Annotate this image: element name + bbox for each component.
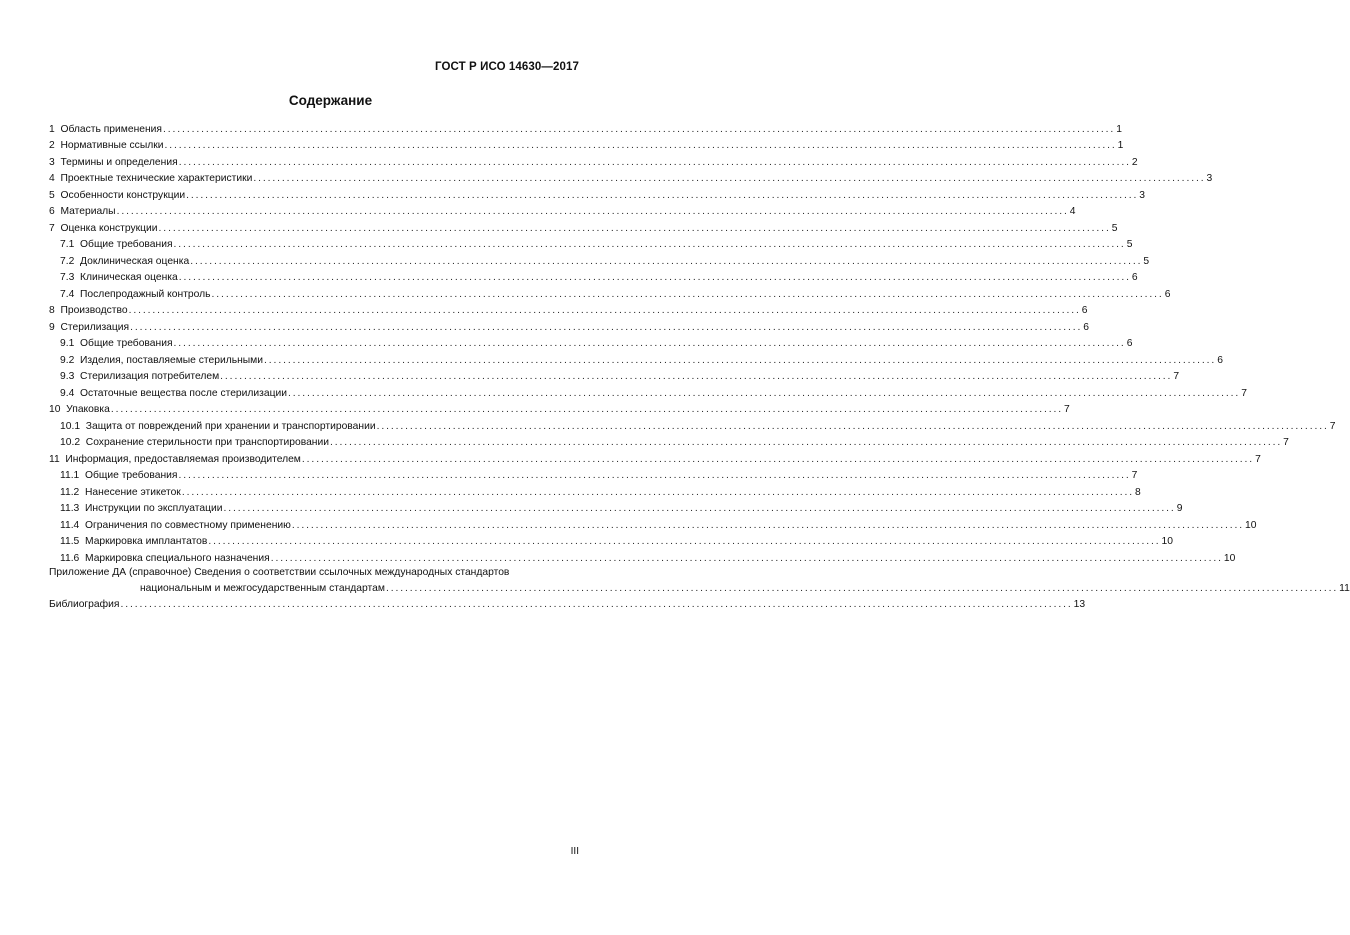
dot-leader: ........................................................................................................................................................................................................: [178, 156, 1131, 168]
toc-entry-label: 6 Материалы: [49, 206, 116, 217]
table-of-contents: [49, 119, 1350, 611]
toc-entry-page: 3: [1206, 173, 1213, 184]
dot-leader: ........................................................................................................................................................................................................: [116, 206, 1069, 217]
toc-entry-page: 10: [1161, 536, 1174, 547]
toc-entry-label: 11.6 Маркировка специального назначения: [60, 552, 270, 564]
toc-entry-label: 8 Производство: [49, 305, 128, 316]
toc-entry-label: 4 Проектные технические характеристики: [49, 173, 253, 184]
dot-leader: ........................................................................................................................................................................................................: [178, 272, 1131, 283]
toc-entry[interactable]: [49, 466, 1138, 483]
toc-entry[interactable]: [49, 218, 1118, 235]
toc-entry[interactable]: [49, 136, 1124, 153]
toc-entry[interactable]: [49, 433, 1289, 450]
dot-leader: ........................................................................................................................................................................................................: [211, 288, 1164, 300]
toc-entry[interactable]: [49, 152, 1138, 169]
toc-entry-label: 10.2 Сохранение стерильности при транспортировании: [60, 437, 329, 448]
toc-entry-label: 2 Нормативные ссылки: [49, 140, 164, 151]
toc-entry[interactable]: [49, 268, 1138, 285]
toc-entry-page: 10: [1223, 552, 1236, 564]
toc-entry[interactable]: [49, 334, 1133, 351]
toc-entry[interactable]: [49, 548, 1236, 565]
toc-entry-page: 9: [1176, 503, 1183, 514]
toc-entry[interactable]: [49, 416, 1336, 433]
toc-entry-label: 7.1 Общие требования: [60, 239, 173, 250]
toc-entry[interactable]: [49, 367, 1180, 384]
dot-leader: ........................................................................................................................................................................................................: [329, 437, 1283, 448]
dot-leader: ........................................................................................................................................................................................................: [158, 222, 1111, 234]
toc-entry-page: 6: [1164, 288, 1171, 300]
toc-entry[interactable]: [49, 185, 1146, 202]
document-header: ГОСТ Р ИСО 14630—2017: [434, 61, 579, 73]
dot-leader: ........................................................................................................................................................................................................: [223, 503, 1176, 514]
toc-entry[interactable]: [49, 482, 1141, 499]
toc-entry-page: 3: [1139, 189, 1146, 201]
toc-entry-page: 5: [1111, 222, 1118, 234]
toc-entry[interactable]: [49, 251, 1150, 268]
dot-leader: ........................................................................................................................................................................................................: [376, 420, 1329, 432]
dot-leader: ........................................................................................................................................................................................................: [110, 404, 1064, 415]
toc-entry-page: 6: [1217, 354, 1223, 366]
toc-entry[interactable]: [49, 499, 1183, 516]
toc-entry[interactable]: [49, 235, 1133, 252]
toc-entry-page: 7: [1255, 453, 1261, 465]
toc-entry-appendix[interactable]: [49, 566, 1350, 595]
toc-entry-page: 7: [1173, 371, 1180, 382]
toc-entry[interactable]: [49, 301, 1088, 318]
toc-entry-label: 9.3 Стерилизация потребителем: [60, 371, 220, 382]
toc-entry-label: 9.4 Остаточные вещества после стерилизации: [60, 387, 288, 399]
toc-entry-page: 5: [1143, 255, 1150, 267]
toc-entry[interactable]: [49, 532, 1174, 549]
toc-entry[interactable]: [49, 515, 1257, 532]
dot-leader: ........................................................................................................................................................................................................: [220, 371, 1173, 382]
toc-entry-page: 6: [1083, 321, 1090, 333]
toc-entry[interactable]: [49, 350, 1223, 367]
toc-entry-page: 1: [1116, 123, 1122, 135]
toc-entry-page: 7: [1283, 437, 1289, 448]
dot-leader: ........................................................................................................................................................................................................: [164, 140, 1117, 151]
dot-leader: ........................................................................................................................................................................................................: [181, 486, 1134, 498]
dot-leader: ........................................................................................................................................................................................................: [253, 173, 1206, 184]
toc-entry[interactable]: [49, 449, 1261, 466]
toc-entry-page: 4: [1069, 206, 1076, 217]
dot-leader: ........................................................................................................................................................................................................: [264, 354, 1217, 366]
toc-entry-label: 9 Стерилизация: [49, 321, 130, 333]
toc-entry-label: 11.2 Нанесение этикеток: [60, 486, 181, 498]
dot-leader: ........................................................................................................................................................................................................: [173, 338, 1126, 349]
toc-entry-page: 6: [1081, 305, 1088, 316]
toc-entry-label: 11.4 Ограничения по совместному применению: [60, 519, 291, 531]
dot-leader: ........................................................................................................................................................................................................: [288, 387, 1241, 399]
dot-leader: ........................................................................................................................................................................................................: [208, 536, 1161, 547]
toc-entry-label: 10 Упаковка: [49, 404, 110, 415]
toc-entry-page: 7: [1131, 470, 1138, 481]
toc-entry-label: 7.3 Клиническая оценка: [60, 272, 178, 283]
page-title: Содержание: [288, 93, 373, 108]
dot-leader: ........................................................................................................................................................................................................: [385, 582, 1339, 594]
toc-entry-page: 6: [1131, 272, 1138, 283]
toc-entry-label: 11 Информация, предоставляемая производителем: [49, 453, 301, 465]
toc-entry-label: 9.1 Общие требования: [60, 338, 173, 349]
toc-entry-label: 11.5 Маркировка имплантатов: [60, 536, 208, 547]
toc-entry-label: национальным и межгосударственным стандартам: [140, 582, 385, 594]
toc-entry-label: 1 Область применения: [49, 123, 163, 135]
toc-entry[interactable]: [49, 383, 1247, 400]
dot-leader: ........................................................................................................................................................................................................: [190, 255, 1143, 267]
toc-entry-page: 7: [1329, 420, 1336, 432]
dot-leader: ........................................................................................................................................................................................................: [186, 189, 1139, 201]
toc-entry-label: 9.2 Изделия, поставляемые стерильными: [60, 354, 264, 366]
toc-entry-page: 13: [1073, 599, 1086, 610]
toc-entry-bibliography[interactable]: [49, 595, 1086, 612]
toc-entry-page: 2: [1131, 156, 1138, 168]
toc-entry-page: 6: [1126, 338, 1133, 349]
toc-entry-label: 11.1 Общие требования: [60, 470, 178, 481]
toc-entry[interactable]: [49, 119, 1122, 136]
toc-entry-page: 10: [1245, 519, 1257, 531]
toc-entry-label: 7.2 Доклиническая оценка: [60, 255, 190, 267]
toc-entry-continuation: [49, 580, 1350, 595]
dot-leader: ........................................................................................................................................................................................................: [130, 321, 1083, 333]
dot-leader: ........................................................................................................................................................................................................: [291, 519, 1245, 531]
dot-leader: ........................................................................................................................................................................................................: [173, 239, 1126, 250]
toc-entry-page: 7: [1064, 404, 1070, 415]
toc-entry[interactable]: [49, 400, 1070, 417]
toc-entry-page: 11: [1339, 582, 1350, 594]
toc-entry-label: Библиография: [49, 599, 120, 610]
toc-entry-label: 7 Оценка конструкции: [49, 222, 158, 234]
toc-entry-page: 8: [1134, 486, 1141, 498]
dot-leader: ........................................................................................................................................................................................................: [178, 470, 1131, 481]
toc-entry-page: 5: [1126, 239, 1133, 250]
dot-leader: ........................................................................................................................................................................................................: [120, 599, 1073, 610]
toc-entry-label: 11.3 Инструкции по эксплуатации: [60, 503, 223, 514]
toc-entry-label: 10.1 Защита от повреждений при хранении и транспортировании: [60, 420, 376, 432]
toc-entry-label: 5 Особенности конструкции: [49, 189, 186, 201]
toc-entry[interactable]: [49, 284, 1171, 301]
toc-entry-page: 7: [1241, 387, 1247, 399]
page-number: III: [570, 846, 579, 857]
toc-entry[interactable]: [49, 317, 1090, 334]
dot-leader: ........................................................................................................................................................................................................: [128, 305, 1081, 316]
toc-entry-page: 1: [1117, 140, 1124, 151]
toc-entry-label: 7.4 Послепродажный контроль: [60, 288, 211, 300]
toc-entry-label: Приложение ДА (справочное) Сведения о соответствии ссылочных международных стандартов: [49, 566, 510, 578]
dot-leader: ........................................................................................................................................................................................................: [301, 453, 1255, 465]
toc-entries: [49, 119, 1336, 565]
toc-entry[interactable]: [49, 202, 1076, 219]
dot-leader: ........................................................................................................................................................................................................: [163, 123, 1116, 135]
dot-leader: ........................................................................................................................................................................................................: [270, 552, 1223, 564]
toc-entry[interactable]: [49, 169, 1213, 186]
toc-entry-label: 3 Термины и определения: [49, 156, 178, 168]
